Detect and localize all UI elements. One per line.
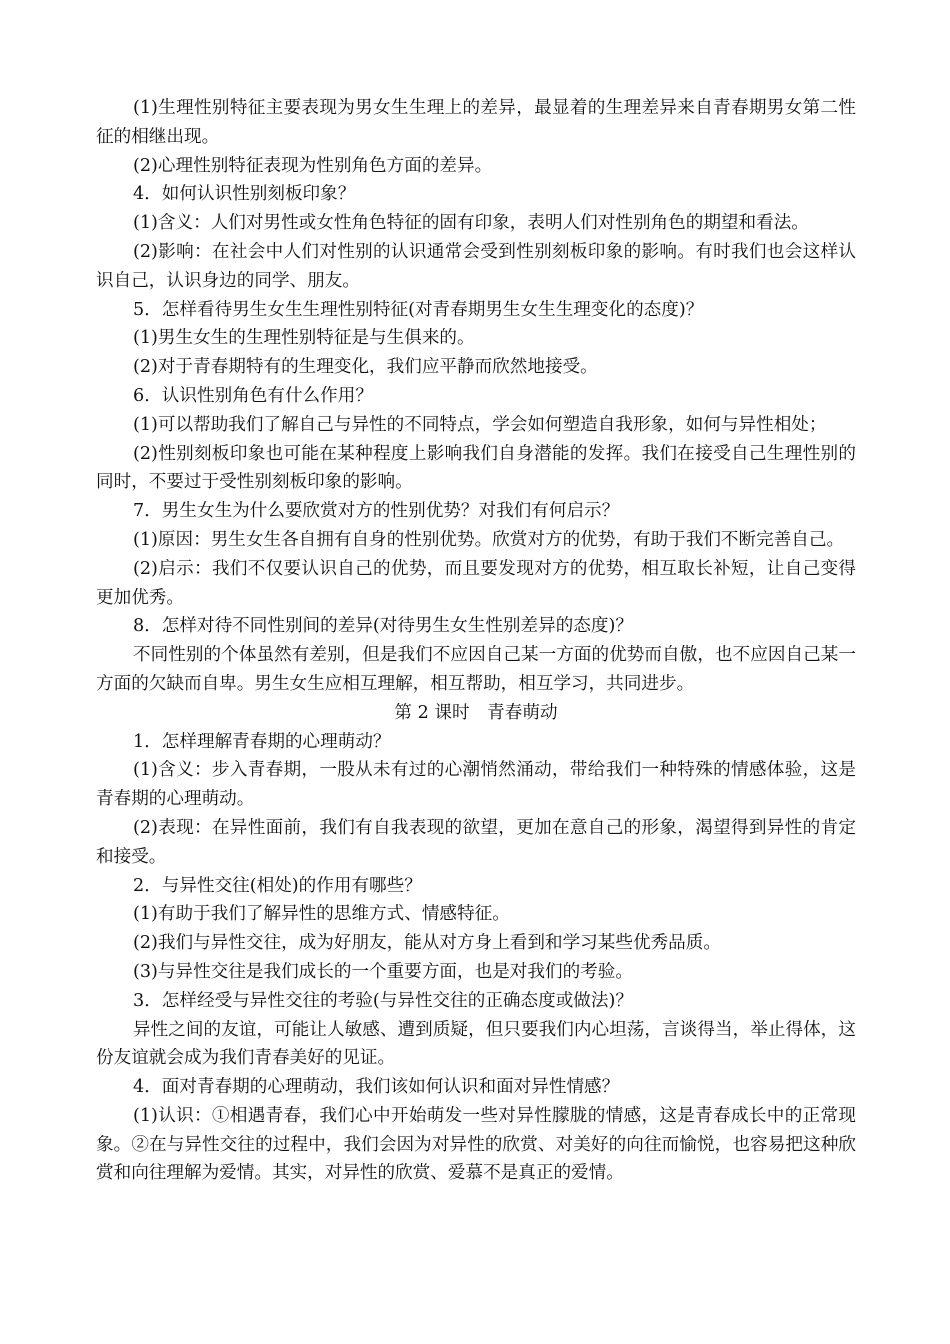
paragraph-treat-differences: 不同性别的个体虽然有差别，但是我们不应因自己某一方面的优势而自傲，也不应因自己某一方面的欠缺而自卑。男生女生应相互理解，相互帮助，相互学习，共同进步。	[96, 645, 856, 694]
paragraph-inspiration: (2)启示：我们不仅要认识自己的优势，而且要发现对方的优势，相互取长补短，让自己变得更加优秀。	[96, 558, 856, 608]
question-4-heading: 4．如何认识性别刻板印象？	[133, 184, 356, 205]
paragraph-physical-gender: (1)生理性别特征主要表现为男女生生理上的差异，最显着的生理差异来自青春期男女第二性征的相继出现。	[96, 98, 856, 147]
lesson2-question-3-heading: 3．怎样经受与异性交往的考验(与异性交往的正确态度或做法)？	[133, 990, 633, 1011]
paragraph-emotion-expression: (2)表现：在异性面前，我们有自我表现的欲望，更加在意自己的形象，渴望得到异性的肯定和接受。	[96, 817, 856, 867]
paragraph-interaction-2: (2)我们与异性交往，成为好朋友，能从对方身上看到和学习某些优秀品质。	[133, 933, 721, 954]
paragraph-interaction-1: (1)有助于我们了解异性的思维方式、情感特征。	[133, 904, 510, 925]
paragraph-stereotype-influence: (2)影响：在社会中人们对性别的认识通常会受到性别刻板印象的影响。有时我们也会这样认识自己，认识身边的同学、朋友。	[96, 241, 856, 291]
lesson2-question-4-heading: 4．面对青春期的心理萌动，我们该如何认识和面对异性情感？	[133, 1077, 620, 1098]
paragraph-psychological-gender: (2)心理性别特征表现为性别角色方面的差异。	[133, 155, 493, 176]
document-page	[96, 94, 856, 1188]
lesson-2-title: 第 2 课时 青春萌动	[394, 702, 558, 723]
paragraph-emotion-meaning: (1)含义：步入青春期，一股从未有过的心潮悄然涌动，带给我们一种特殊的情感体验，这是青春期的心理萌动。	[96, 760, 856, 810]
paragraph-friendship: 异性之间的友谊，可能让人敏感、遭到质疑，但只要我们内心坦荡，言谈得当，举止得体，这份友谊就会成为我们青春美好的见证。	[96, 1019, 856, 1069]
question-7-heading: 7．男生女生为什么要欣赏对方的性别优势？对我们有何启示？	[133, 501, 620, 522]
paragraph-interaction-3: (3)与异性交往是我们成长的一个重要方面，也是对我们的考验。	[133, 961, 633, 982]
lesson2-question-1-heading: 1．怎样理解青春期的心理萌动？	[133, 731, 391, 752]
paragraph-reason: (1)原因：男生女生各自拥有自身的性别优势。欣赏对方的优势，有助于我们不断完善自己。	[133, 529, 845, 550]
lesson2-question-2-heading: 2．与异性交往(相处)的作用有哪些？	[133, 875, 422, 896]
paragraph-stereotype-potential: (2)性别刻板印象也可能在某种程度上影响我们自身潜能的发挥。我们在接受自己生理性别的同时，不要过于受性别刻板印象的影响。	[96, 443, 856, 493]
question-5-heading: 5．怎样看待男生女生生理性别特征(对青春期男生女生生理变化的态度)？	[133, 299, 704, 320]
question-6-heading: 6．认识性别角色有什么作用？	[133, 385, 373, 406]
question-8-heading: 8．怎样对待不同性别间的差异(对待男生女生性别差异的态度)？	[133, 616, 633, 637]
paragraph-stereotype-meaning: (1)含义：人们对男性或女性角色特征的固有印象，表明人们对性别角色的期望和看法。	[133, 213, 809, 234]
paragraph-understand-differences: (1)可以帮助我们了解自己与异性的不同特点，学会如何塑造自我形象，如何与异性相处；	[133, 414, 827, 435]
paragraph-accept-changes: (2)对于青春期特有的生理变化，我们应平静而欣然地接受。	[133, 357, 598, 378]
paragraph-innate-traits: (1)男生女生的生理性别特征是与生俱来的。	[133, 328, 475, 349]
paragraph-recognition: (1)认识：①相遇青春，我们心中开始萌发一些对异性朦胧的情感，这是青春成长中的正常现象。②在与异性交往的过程中，我们会因为对异性的欣赏、对美好的向往而愉悦，也容易把这种欣赏和向往理解为爱情。其实，对异性的欣赏、爱慕不是真正的爱情。	[96, 1105, 856, 1184]
